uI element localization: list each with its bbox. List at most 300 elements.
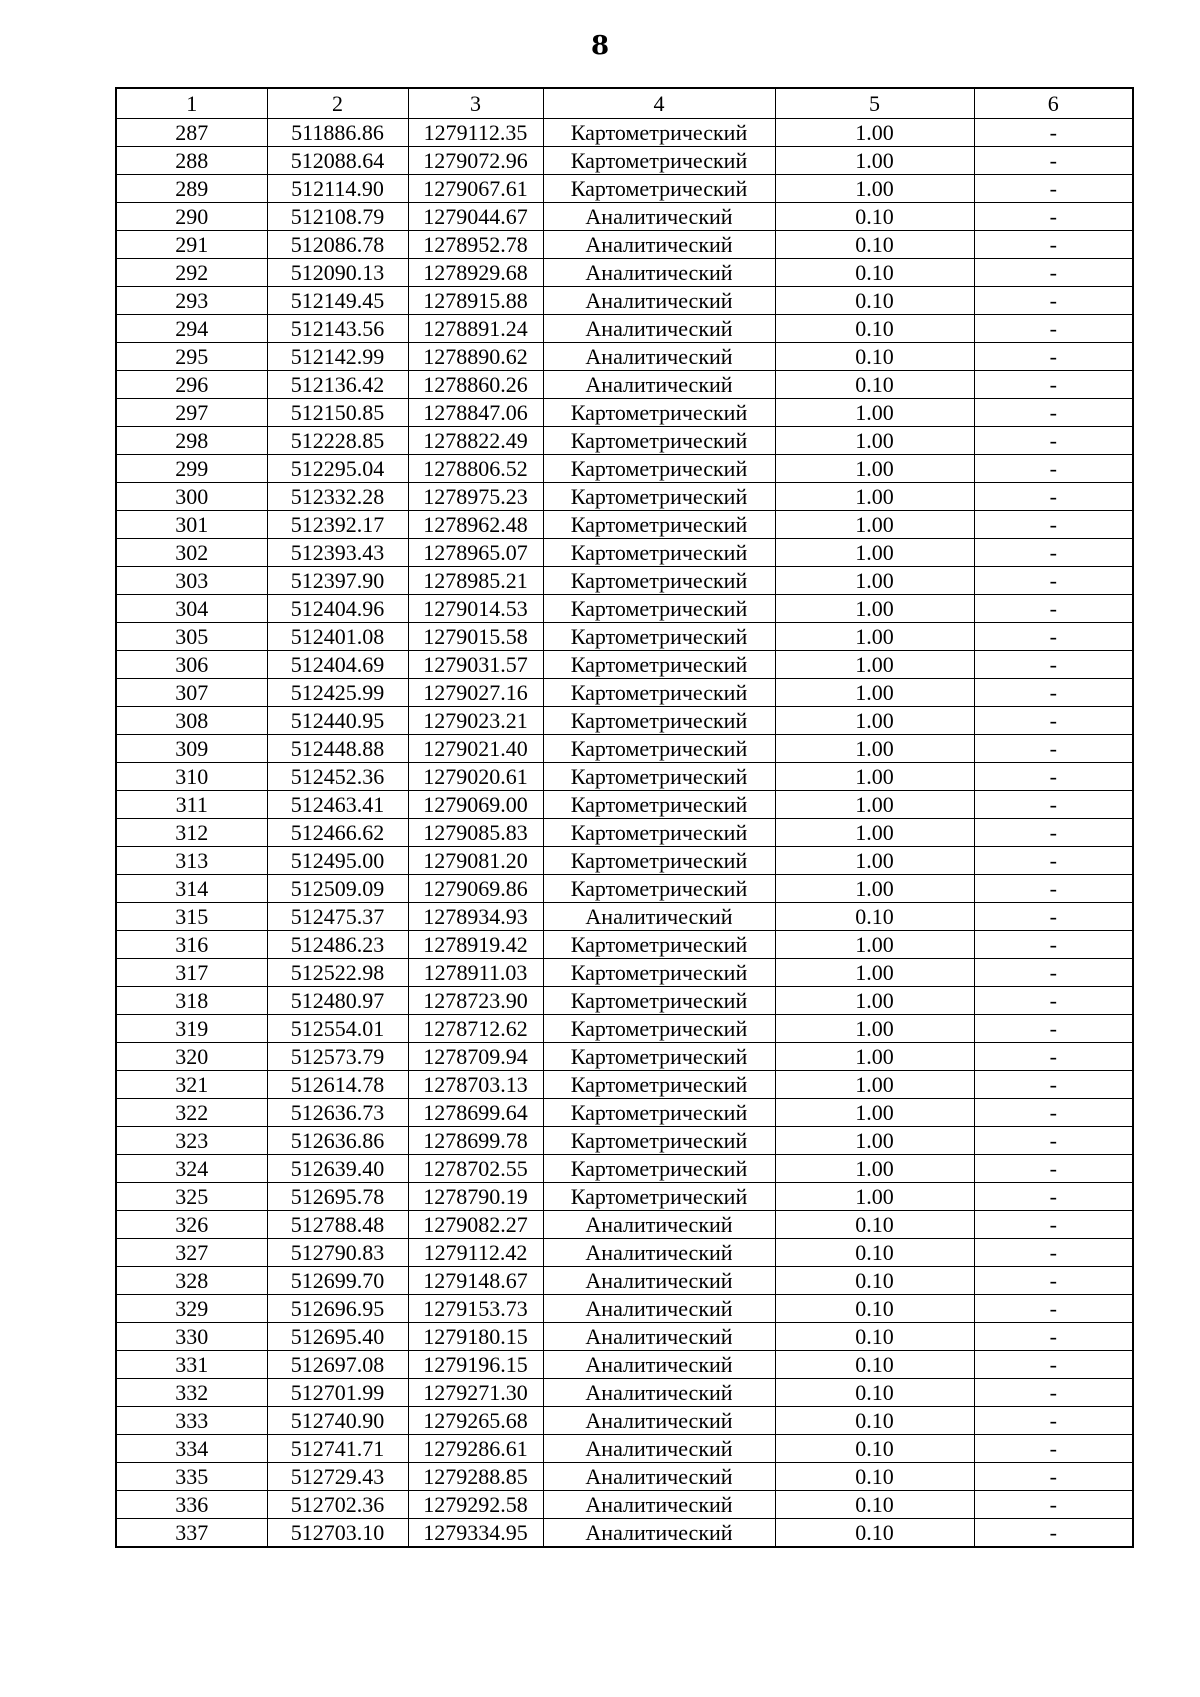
column-header: 6	[974, 88, 1133, 119]
y-coordinate-cell: 1279027.16	[408, 679, 543, 707]
description-cell: -	[974, 539, 1133, 567]
y-coordinate-cell: 1278891.24	[408, 315, 543, 343]
table-row	[116, 203, 1133, 231]
description-cell: -	[974, 315, 1133, 343]
accuracy-cell: 0.10	[775, 1463, 974, 1491]
x-coordinate-cell: 512393.43	[267, 539, 408, 567]
table-row	[116, 455, 1133, 483]
method-cell: Картометрический	[543, 763, 775, 791]
accuracy-cell: 0.10	[775, 1407, 974, 1435]
x-coordinate-cell: 512143.56	[267, 315, 408, 343]
table-row	[116, 623, 1133, 651]
description-cell: -	[974, 1071, 1133, 1099]
x-coordinate-cell: 512639.40	[267, 1155, 408, 1183]
method-cell: Аналитический	[543, 1351, 775, 1379]
description-cell: -	[974, 567, 1133, 595]
method-cell: Аналитический	[543, 1239, 775, 1267]
accuracy-cell: 1.00	[775, 1099, 974, 1127]
description-cell: -	[974, 595, 1133, 623]
description-cell: -	[974, 679, 1133, 707]
table-row	[116, 147, 1133, 175]
point-number-cell: 302	[116, 539, 267, 567]
x-coordinate-cell: 512090.13	[267, 259, 408, 287]
description-cell: -	[974, 623, 1133, 651]
description-cell: -	[974, 1323, 1133, 1351]
method-cell: Картометрический	[543, 987, 775, 1015]
accuracy-cell: 0.10	[775, 1239, 974, 1267]
method-cell: Аналитический	[543, 343, 775, 371]
method-cell: Картометрический	[543, 707, 775, 735]
accuracy-cell: 1.00	[775, 595, 974, 623]
method-cell: Аналитический	[543, 1491, 775, 1519]
table-row	[116, 595, 1133, 623]
method-cell: Картометрический	[543, 1155, 775, 1183]
column-header: 5	[775, 88, 974, 119]
point-number-cell: 290	[116, 203, 267, 231]
x-coordinate-cell: 512522.98	[267, 959, 408, 987]
description-cell: -	[974, 399, 1133, 427]
point-number-cell: 323	[116, 1127, 267, 1155]
y-coordinate-cell: 1278847.06	[408, 399, 543, 427]
accuracy-cell: 0.10	[775, 1211, 974, 1239]
method-cell: Картометрический	[543, 1127, 775, 1155]
x-coordinate-cell: 512088.64	[267, 147, 408, 175]
point-number-cell: 310	[116, 763, 267, 791]
description-cell: -	[974, 791, 1133, 819]
accuracy-cell: 1.00	[775, 399, 974, 427]
y-coordinate-cell: 1279292.58	[408, 1491, 543, 1519]
method-cell: Картометрический	[543, 791, 775, 819]
y-coordinate-cell: 1278860.26	[408, 371, 543, 399]
accuracy-cell: 1.00	[775, 567, 974, 595]
y-coordinate-cell: 1279044.67	[408, 203, 543, 231]
table-row	[116, 483, 1133, 511]
description-cell: -	[974, 343, 1133, 371]
column-header: 3	[408, 88, 543, 119]
accuracy-cell: 0.10	[775, 287, 974, 315]
y-coordinate-cell: 1279072.96	[408, 147, 543, 175]
x-coordinate-cell: 512466.62	[267, 819, 408, 847]
x-coordinate-cell: 512142.99	[267, 343, 408, 371]
description-cell: -	[974, 1435, 1133, 1463]
y-coordinate-cell: 1279021.40	[408, 735, 543, 763]
point-number-cell: 311	[116, 791, 267, 819]
description-cell: -	[974, 175, 1133, 203]
description-cell: -	[974, 735, 1133, 763]
accuracy-cell: 1.00	[775, 1127, 974, 1155]
table-row	[116, 1015, 1133, 1043]
table-row	[116, 175, 1133, 203]
table-row	[116, 1295, 1133, 1323]
x-coordinate-cell: 512636.73	[267, 1099, 408, 1127]
x-coordinate-cell: 512228.85	[267, 427, 408, 455]
table-row	[116, 735, 1133, 763]
method-cell: Картометрический	[543, 959, 775, 987]
y-coordinate-cell: 1279180.15	[408, 1323, 543, 1351]
method-cell: Аналитический	[543, 315, 775, 343]
y-coordinate-cell: 1279014.53	[408, 595, 543, 623]
method-cell: Аналитический	[543, 231, 775, 259]
table-row	[116, 1491, 1133, 1519]
x-coordinate-cell: 512136.42	[267, 371, 408, 399]
table-row	[116, 371, 1133, 399]
method-cell: Картометрический	[543, 119, 775, 147]
x-coordinate-cell: 512486.23	[267, 931, 408, 959]
method-cell: Картометрический	[543, 147, 775, 175]
x-coordinate-cell: 512086.78	[267, 231, 408, 259]
table-row	[116, 231, 1133, 259]
description-cell: -	[974, 1491, 1133, 1519]
description-cell: -	[974, 231, 1133, 259]
accuracy-cell: 0.10	[775, 1519, 974, 1548]
method-cell: Картометрический	[543, 483, 775, 511]
description-cell: -	[974, 819, 1133, 847]
method-cell: Аналитический	[543, 1267, 775, 1295]
table-row	[116, 1267, 1133, 1295]
description-cell: -	[974, 959, 1133, 987]
point-number-cell: 327	[116, 1239, 267, 1267]
x-coordinate-cell: 512404.96	[267, 595, 408, 623]
point-number-cell: 289	[116, 175, 267, 203]
y-coordinate-cell: 1279265.68	[408, 1407, 543, 1435]
x-coordinate-cell: 512695.78	[267, 1183, 408, 1211]
table-row	[116, 567, 1133, 595]
x-coordinate-cell: 512463.41	[267, 791, 408, 819]
point-number-cell: 308	[116, 707, 267, 735]
point-number-cell: 333	[116, 1407, 267, 1435]
point-number-cell: 312	[116, 819, 267, 847]
table-row	[116, 1323, 1133, 1351]
description-cell: -	[974, 1183, 1133, 1211]
method-cell: Картометрический	[543, 651, 775, 679]
accuracy-cell: 1.00	[775, 455, 974, 483]
y-coordinate-cell: 1278709.94	[408, 1043, 543, 1071]
table-row	[116, 791, 1133, 819]
y-coordinate-cell: 1278822.49	[408, 427, 543, 455]
x-coordinate-cell: 512448.88	[267, 735, 408, 763]
table-row	[116, 1407, 1133, 1435]
table-row	[116, 847, 1133, 875]
table-row	[116, 1099, 1133, 1127]
table-row	[116, 119, 1133, 147]
table-row	[116, 343, 1133, 371]
point-number-cell: 336	[116, 1491, 267, 1519]
column-header: 1	[116, 88, 267, 119]
table-row	[116, 903, 1133, 931]
method-cell: Аналитический	[543, 1379, 775, 1407]
table-row	[116, 1211, 1133, 1239]
point-number-cell: 295	[116, 343, 267, 371]
description-cell: -	[974, 1211, 1133, 1239]
description-cell: -	[974, 1099, 1133, 1127]
method-cell: Аналитический	[543, 287, 775, 315]
method-cell: Картометрический	[543, 175, 775, 203]
accuracy-cell: 0.10	[775, 1295, 974, 1323]
x-coordinate-cell: 512108.79	[267, 203, 408, 231]
x-coordinate-cell: 512702.36	[267, 1491, 408, 1519]
accuracy-cell: 1.00	[775, 623, 974, 651]
point-number-cell: 294	[116, 315, 267, 343]
description-cell: -	[974, 119, 1133, 147]
method-cell: Аналитический	[543, 1211, 775, 1239]
method-cell: Картометрический	[543, 511, 775, 539]
table-row	[116, 539, 1133, 567]
point-number-cell: 334	[116, 1435, 267, 1463]
point-number-cell: 307	[116, 679, 267, 707]
table-row	[116, 427, 1133, 455]
x-coordinate-cell: 512452.36	[267, 763, 408, 791]
x-coordinate-cell: 512332.28	[267, 483, 408, 511]
x-coordinate-cell: 512573.79	[267, 1043, 408, 1071]
accuracy-cell: 1.00	[775, 679, 974, 707]
method-cell: Картометрический	[543, 819, 775, 847]
description-cell: -	[974, 875, 1133, 903]
point-number-cell: 328	[116, 1267, 267, 1295]
method-cell: Картометрический	[543, 455, 775, 483]
accuracy-cell: 1.00	[775, 959, 974, 987]
accuracy-cell: 0.10	[775, 903, 974, 931]
y-coordinate-cell: 1278952.78	[408, 231, 543, 259]
y-coordinate-cell: 1278929.68	[408, 259, 543, 287]
x-coordinate-cell: 512397.90	[267, 567, 408, 595]
column-header: 2	[267, 88, 408, 119]
x-coordinate-cell: 512696.95	[267, 1295, 408, 1323]
y-coordinate-cell: 1279069.00	[408, 791, 543, 819]
description-cell: -	[974, 1407, 1133, 1435]
x-coordinate-cell: 512509.09	[267, 875, 408, 903]
point-number-cell: 305	[116, 623, 267, 651]
point-number-cell: 318	[116, 987, 267, 1015]
table-row	[116, 819, 1133, 847]
header-row	[116, 88, 1133, 119]
description-cell: -	[974, 651, 1133, 679]
point-number-cell: 306	[116, 651, 267, 679]
x-coordinate-cell: 512614.78	[267, 1071, 408, 1099]
x-coordinate-cell: 512741.71	[267, 1435, 408, 1463]
method-cell: Аналитический	[543, 371, 775, 399]
description-cell: -	[974, 1519, 1133, 1548]
description-cell: -	[974, 1379, 1133, 1407]
y-coordinate-cell: 1279031.57	[408, 651, 543, 679]
accuracy-cell: 0.10	[775, 315, 974, 343]
accuracy-cell: 1.00	[775, 735, 974, 763]
description-cell: -	[974, 427, 1133, 455]
column-header: 4	[543, 88, 775, 119]
description-cell: -	[974, 1155, 1133, 1183]
x-coordinate-cell: 512475.37	[267, 903, 408, 931]
method-cell: Аналитический	[543, 1407, 775, 1435]
method-cell: Картометрический	[543, 931, 775, 959]
y-coordinate-cell: 1279067.61	[408, 175, 543, 203]
x-coordinate-cell: 512636.86	[267, 1127, 408, 1155]
accuracy-cell: 1.00	[775, 763, 974, 791]
description-cell: -	[974, 931, 1133, 959]
x-coordinate-cell: 512699.70	[267, 1267, 408, 1295]
y-coordinate-cell: 1279286.61	[408, 1435, 543, 1463]
point-number-cell: 304	[116, 595, 267, 623]
table-row	[116, 1351, 1133, 1379]
point-number-cell: 301	[116, 511, 267, 539]
method-cell: Картометрический	[543, 399, 775, 427]
x-coordinate-cell: 512392.17	[267, 511, 408, 539]
point-number-cell: 315	[116, 903, 267, 931]
point-number-cell: 337	[116, 1519, 267, 1548]
y-coordinate-cell: 1278915.88	[408, 287, 543, 315]
method-cell: Картометрический	[543, 539, 775, 567]
table-row	[116, 399, 1133, 427]
y-coordinate-cell: 1279082.27	[408, 1211, 543, 1239]
x-coordinate-cell: 511886.86	[267, 119, 408, 147]
x-coordinate-cell: 512149.45	[267, 287, 408, 315]
method-cell: Картометрический	[543, 595, 775, 623]
description-cell: -	[974, 847, 1133, 875]
y-coordinate-cell: 1279153.73	[408, 1295, 543, 1323]
table-row	[116, 1519, 1133, 1548]
method-cell: Аналитический	[543, 1323, 775, 1351]
x-coordinate-cell: 512114.90	[267, 175, 408, 203]
accuracy-cell: 1.00	[775, 791, 974, 819]
point-number-cell: 299	[116, 455, 267, 483]
x-coordinate-cell: 512554.01	[267, 1015, 408, 1043]
x-coordinate-cell: 512729.43	[267, 1463, 408, 1491]
point-number-cell: 287	[116, 119, 267, 147]
y-coordinate-cell: 1279148.67	[408, 1267, 543, 1295]
point-number-cell: 309	[116, 735, 267, 763]
x-coordinate-cell: 512740.90	[267, 1407, 408, 1435]
description-cell: -	[974, 1295, 1133, 1323]
accuracy-cell: 0.10	[775, 1491, 974, 1519]
method-cell: Аналитический	[543, 1435, 775, 1463]
x-coordinate-cell: 512425.99	[267, 679, 408, 707]
x-coordinate-cell: 512788.48	[267, 1211, 408, 1239]
description-cell: -	[974, 1239, 1133, 1267]
table-row	[116, 287, 1133, 315]
table-row	[116, 315, 1133, 343]
method-cell: Картометрический	[543, 1043, 775, 1071]
point-number-cell: 300	[116, 483, 267, 511]
point-number-cell: 298	[116, 427, 267, 455]
table-row	[116, 763, 1133, 791]
description-cell: -	[974, 287, 1133, 315]
table-row	[116, 511, 1133, 539]
accuracy-cell: 1.00	[775, 119, 974, 147]
description-cell: -	[974, 1015, 1133, 1043]
table-row	[116, 875, 1133, 903]
accuracy-cell: 0.10	[775, 1267, 974, 1295]
description-cell: -	[974, 1463, 1133, 1491]
y-coordinate-cell: 1279081.20	[408, 847, 543, 875]
description-cell: -	[974, 1127, 1133, 1155]
point-number-cell: 297	[116, 399, 267, 427]
point-number-cell: 329	[116, 1295, 267, 1323]
y-coordinate-cell: 1278911.03	[408, 959, 543, 987]
accuracy-cell: 1.00	[775, 147, 974, 175]
table-row	[116, 679, 1133, 707]
method-cell: Картометрический	[543, 567, 775, 595]
y-coordinate-cell: 1279015.58	[408, 623, 543, 651]
point-number-cell: 331	[116, 1351, 267, 1379]
y-coordinate-cell: 1278723.90	[408, 987, 543, 1015]
description-cell: -	[974, 511, 1133, 539]
point-number-cell: 335	[116, 1463, 267, 1491]
y-coordinate-cell: 1279023.21	[408, 707, 543, 735]
point-number-cell: 314	[116, 875, 267, 903]
x-coordinate-cell: 512495.00	[267, 847, 408, 875]
accuracy-cell: 1.00	[775, 1043, 974, 1071]
description-cell: -	[974, 203, 1133, 231]
accuracy-cell: 0.10	[775, 371, 974, 399]
description-cell: -	[974, 147, 1133, 175]
y-coordinate-cell: 1278919.42	[408, 931, 543, 959]
method-cell: Картометрический	[543, 623, 775, 651]
accuracy-cell: 0.10	[775, 1435, 974, 1463]
y-coordinate-cell: 1279271.30	[408, 1379, 543, 1407]
y-coordinate-cell: 1278699.64	[408, 1099, 543, 1127]
point-number-cell: 296	[116, 371, 267, 399]
point-number-cell: 316	[116, 931, 267, 959]
accuracy-cell: 1.00	[775, 819, 974, 847]
table-row	[116, 651, 1133, 679]
description-cell: -	[974, 707, 1133, 735]
accuracy-cell: 0.10	[775, 259, 974, 287]
method-cell: Картометрический	[543, 875, 775, 903]
table-row	[116, 1071, 1133, 1099]
coordinates-table	[115, 87, 1134, 1548]
point-number-cell: 321	[116, 1071, 267, 1099]
point-number-cell: 313	[116, 847, 267, 875]
x-coordinate-cell: 512401.08	[267, 623, 408, 651]
method-cell: Картометрический	[543, 1183, 775, 1211]
point-number-cell: 324	[116, 1155, 267, 1183]
table-row	[116, 1155, 1133, 1183]
accuracy-cell: 1.00	[775, 175, 974, 203]
description-cell: -	[974, 483, 1133, 511]
table-row	[116, 987, 1133, 1015]
accuracy-cell: 1.00	[775, 427, 974, 455]
table-row	[116, 931, 1133, 959]
table-row	[116, 259, 1133, 287]
accuracy-cell: 1.00	[775, 1015, 974, 1043]
point-number-cell: 288	[116, 147, 267, 175]
method-cell: Аналитический	[543, 1463, 775, 1491]
point-number-cell: 325	[116, 1183, 267, 1211]
table-row	[116, 1239, 1133, 1267]
accuracy-cell: 1.00	[775, 987, 974, 1015]
table-row	[116, 1127, 1133, 1155]
table-row	[116, 707, 1133, 735]
accuracy-cell: 0.10	[775, 1323, 974, 1351]
x-coordinate-cell: 512695.40	[267, 1323, 408, 1351]
accuracy-cell: 1.00	[775, 1155, 974, 1183]
description-cell: -	[974, 1267, 1133, 1295]
method-cell: Картометрический	[543, 427, 775, 455]
accuracy-cell: 1.00	[775, 707, 974, 735]
point-number-cell: 330	[116, 1323, 267, 1351]
point-number-cell: 319	[116, 1015, 267, 1043]
method-cell: Аналитический	[543, 1519, 775, 1548]
y-coordinate-cell: 1279334.95	[408, 1519, 543, 1548]
table-body	[116, 119, 1133, 1548]
table-row	[116, 1183, 1133, 1211]
point-number-cell: 303	[116, 567, 267, 595]
y-coordinate-cell: 1278703.13	[408, 1071, 543, 1099]
accuracy-cell: 1.00	[775, 483, 974, 511]
accuracy-cell: 0.10	[775, 1379, 974, 1407]
method-cell: Аналитический	[543, 1295, 775, 1323]
y-coordinate-cell: 1278934.93	[408, 903, 543, 931]
table-row	[116, 1379, 1133, 1407]
point-number-cell: 317	[116, 959, 267, 987]
